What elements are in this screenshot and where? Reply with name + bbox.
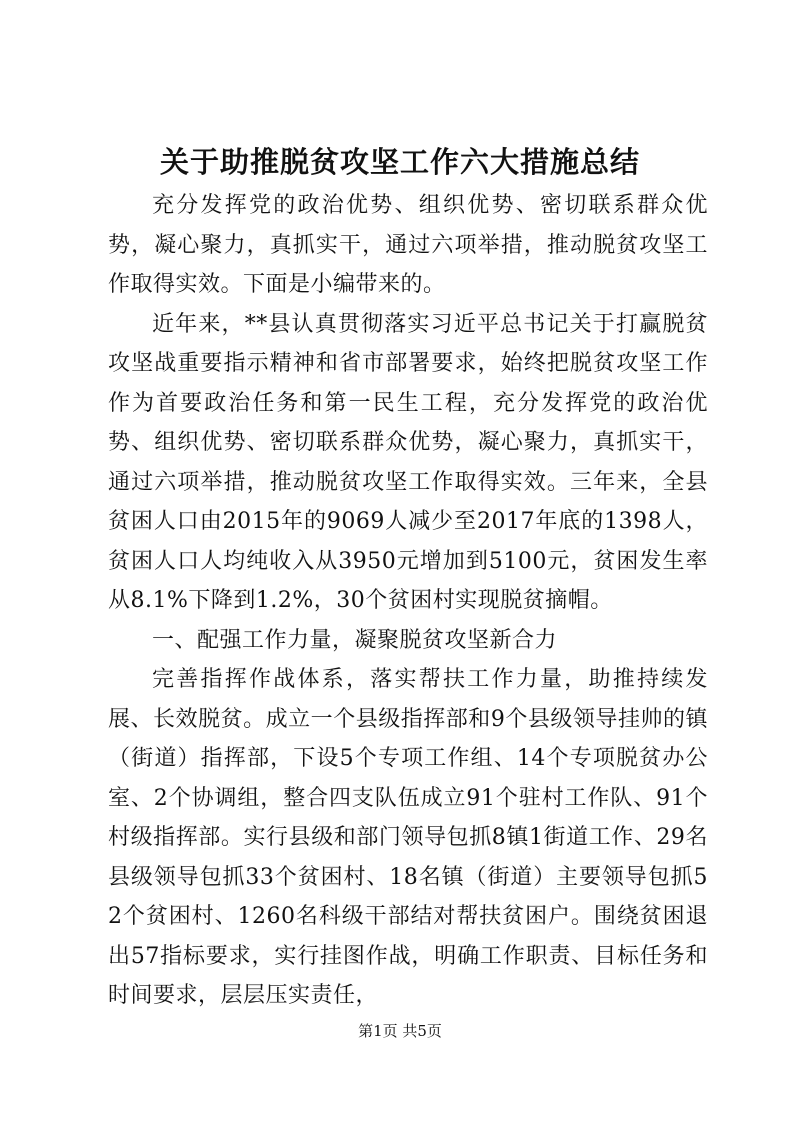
document-body <box>108 186 708 1016</box>
document-title: 关于助推脱贫攻坚工作六大措施总结 <box>159 145 640 179</box>
section-heading-1: 一、配强工作力量，凝聚脱贫攻坚新合力 <box>152 627 558 653</box>
paragraph-section-1: 完善指挥作战体系，落实帮扶工作力量，助推持续发展、长效脱贫。成立一个县级指挥部和9个县级领导挂帅的镇（街道）指挥部，下设5个专项工作组、14个专项脱贫办公室、2个协调组，整合四支队伍成立91个驻村工作队、91个村级指挥部。实行县级和部门领导包抓8镇1街道工作、29名县级领导包抓33个贫困村、18名镇（街道）主要领导包抓52个贫困村、1260名科级干部结对帮扶贫困户。围绕贫困退出57指标要求，实行挂图作战，明确工作职责、目标任务和时间要求，层层压实责任， <box>108 667 708 1008</box>
paragraph-intro: 充分发挥党的政治优势、组织优势、密切联系群众优势，凝心聚力，真抓实干，通过六项举措，推动脱贫攻坚工作取得实效。下面是小编带来的。 <box>108 193 708 297</box>
paragraph-overview: 近年来，**县认真贯彻落实习近平总书记关于打赢脱贫攻坚战重要指示精神和省市部署要求，始终把脱贫攻坚工作作为首要政治任务和第一民生工程，充分发挥党的政治优势、组织优势、密切联系群众优势，凝心聚力，真抓实干，通过六项举措，推动脱贫攻坚工作取得实效。三年来，全县贫困人口由2015年的9069人减少至2017年底的1398人，贫困人口人均纯收入从3950元增加到5100元，贫困发生率从8.1%下降到1.2%，30个贫困村实现脱贫摘帽。 <box>108 311 708 613</box>
page-number-footer: 第1页 共5页 <box>358 1022 442 1040</box>
